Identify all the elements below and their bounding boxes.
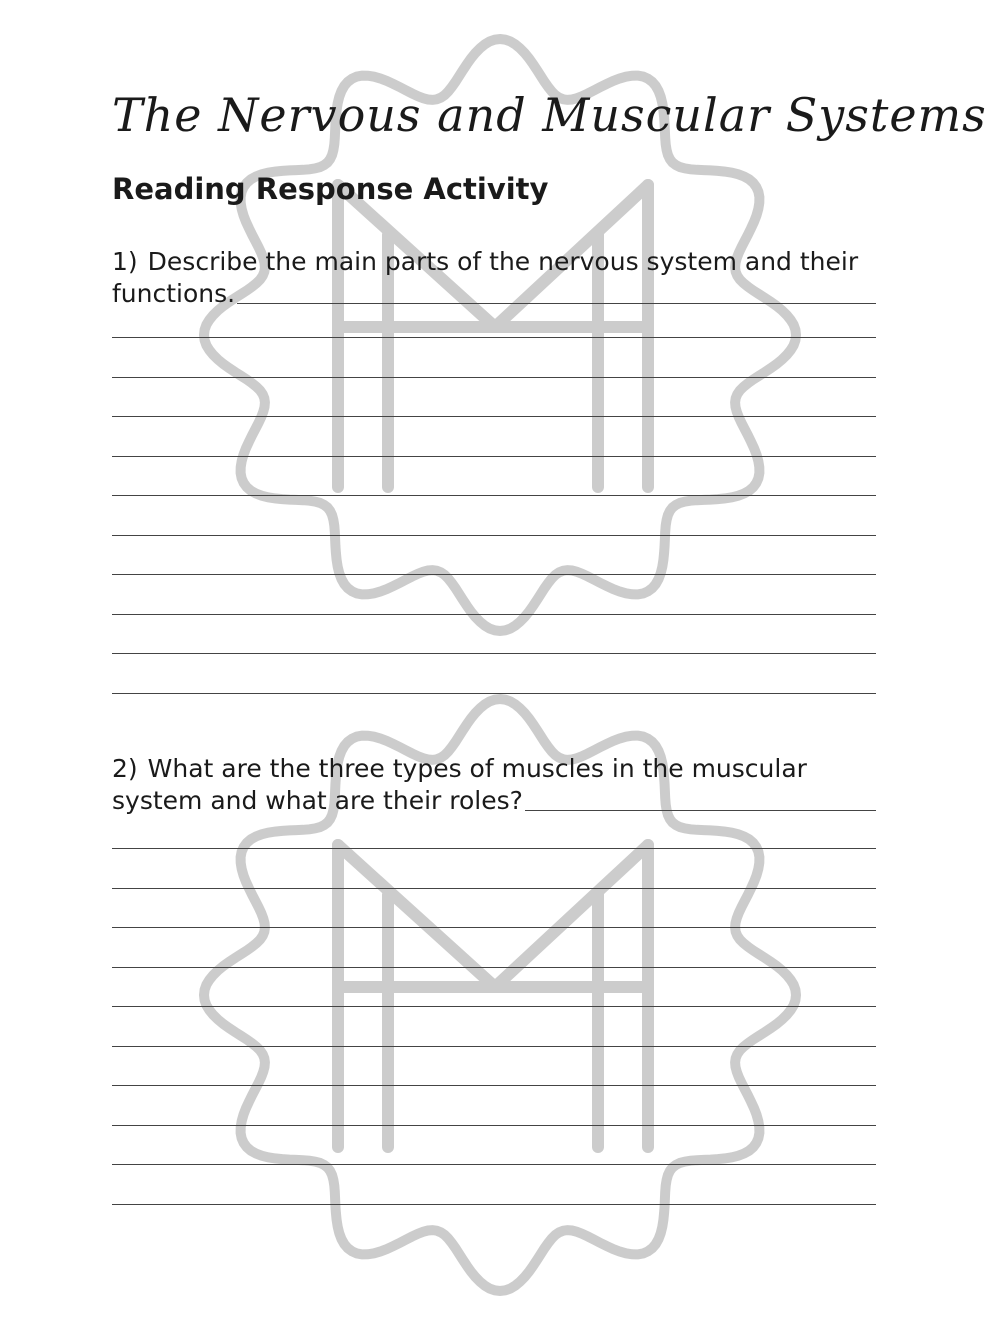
question-1-number: 1) [112, 247, 138, 276]
answer-line[interactable] [112, 1046, 876, 1047]
answer-line[interactable] [112, 377, 876, 378]
answer-line[interactable] [112, 416, 876, 417]
answer-line[interactable] [112, 535, 876, 536]
worksheet-title: The Nervous and Muscular Systems [112, 88, 987, 142]
answer-line[interactable] [237, 303, 876, 304]
question-1 [112, 246, 876, 310]
answer-line[interactable] [112, 337, 876, 338]
watermark-m-letter [338, 185, 648, 487]
answer-line[interactable] [112, 1125, 876, 1126]
question-2-text-line2: system and what are their roles? [112, 786, 523, 815]
watermark-m-letter [338, 845, 648, 1147]
answer-line[interactable] [112, 693, 876, 694]
answer-line[interactable] [112, 495, 876, 496]
answer-line[interactable] [112, 1006, 876, 1007]
question-1-text-line2: functions. [112, 279, 236, 308]
answer-line[interactable] [112, 1164, 876, 1165]
answer-line[interactable] [525, 810, 876, 811]
answer-line[interactable] [112, 888, 876, 889]
answer-line[interactable] [112, 653, 876, 654]
question-1-text-line1: Describe the main parts of the nervous system and their [147, 247, 859, 276]
question-1-line2 [112, 278, 876, 310]
question-2 [112, 753, 876, 817]
question-2-text-line1: What are the three types of muscles in the muscular [147, 754, 807, 783]
answer-line[interactable] [112, 1085, 876, 1086]
question-2-line2 [112, 785, 876, 817]
question-2-number: 2) [112, 754, 138, 783]
question-2-line1 [112, 753, 876, 785]
worksheet-subtitle: Reading Response Activity [112, 172, 549, 206]
answer-line[interactable] [112, 848, 876, 849]
answer-line[interactable] [112, 967, 876, 968]
answer-line[interactable] [112, 927, 876, 928]
answer-line[interactable] [112, 456, 876, 457]
answer-line[interactable] [112, 1204, 876, 1205]
question-1-line1 [112, 246, 876, 278]
answer-line[interactable] [112, 614, 876, 615]
answer-line[interactable] [112, 574, 876, 575]
